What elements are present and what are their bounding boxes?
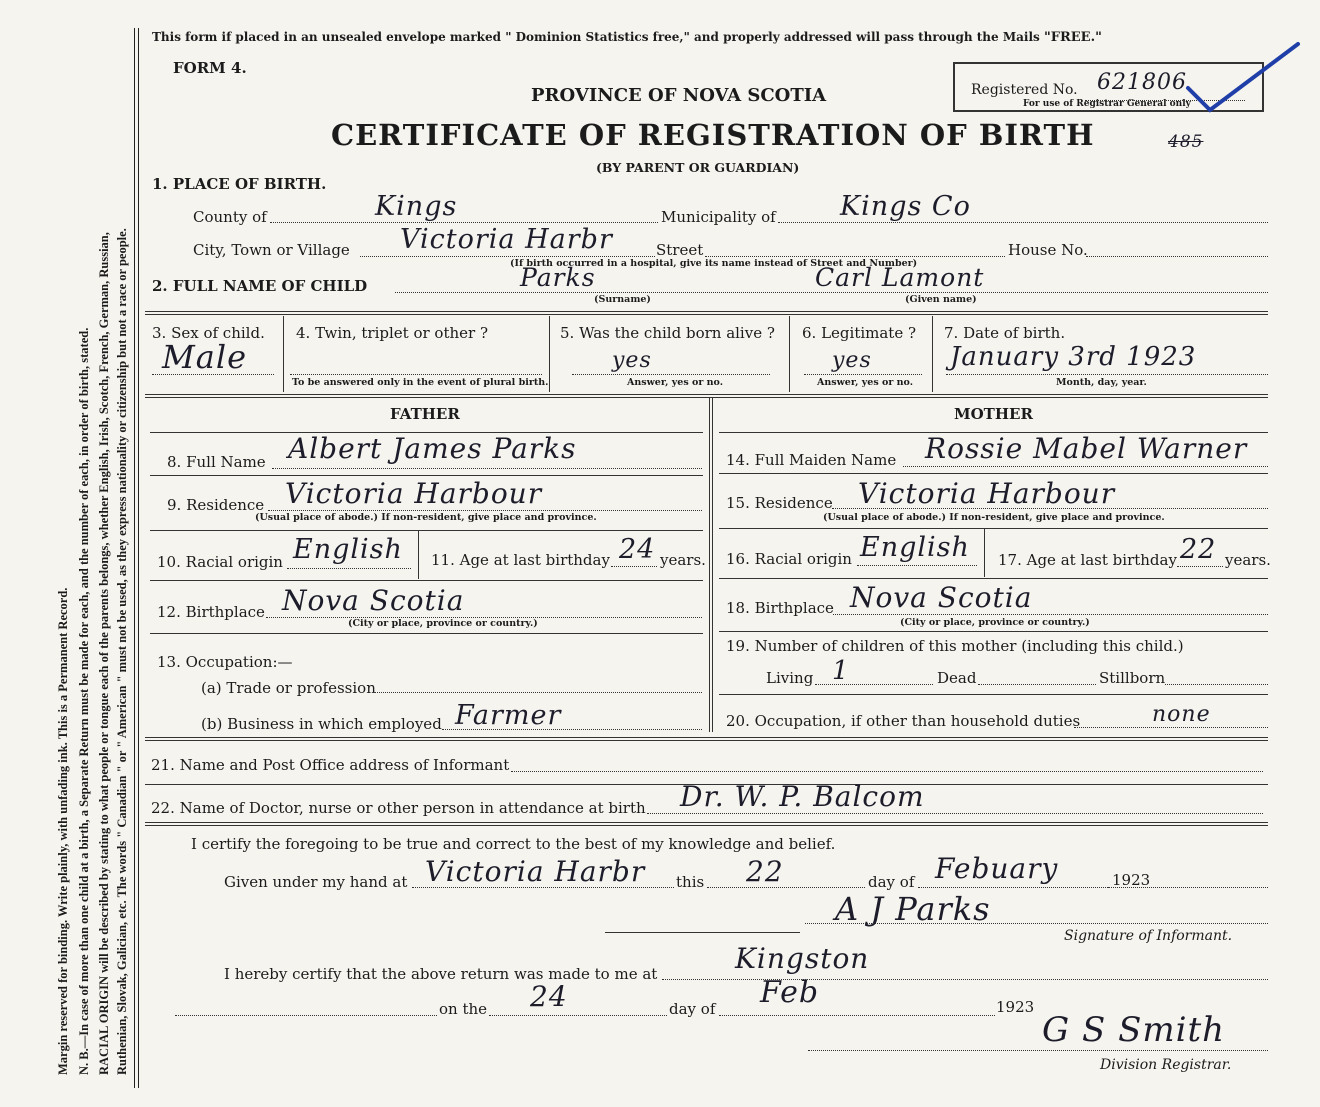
children-count-label: 19. Number of children of this mother (including this child.) xyxy=(726,637,1184,655)
place-section-title: 1. PLACE OF BIRTH. xyxy=(152,175,327,193)
city-value: Victoria Harbr xyxy=(400,224,613,255)
house-label: House No. xyxy=(1008,241,1088,259)
return-day-value: 24 xyxy=(530,980,568,1013)
informant-signature: A J Parks xyxy=(835,890,991,928)
mother-birthplace-caption: (City or place, province or country.) xyxy=(900,617,1090,628)
month-value: Febuary xyxy=(935,852,1059,885)
father-residence-caption: (Usual place of abode.) If non-resident, give place and province. xyxy=(255,512,597,523)
sex-label: 3. Sex of child. xyxy=(152,324,265,342)
surname-caption: (Surname) xyxy=(594,294,651,305)
mother-birthplace-label: 18. Birthplace xyxy=(726,599,834,617)
registrar-note: For use of Registrar General only xyxy=(1023,99,1191,109)
mother-name-value: Rossie Mabel Warner xyxy=(925,432,1248,465)
child-name-label: 2. FULL NAME OF CHILD xyxy=(152,277,368,295)
father-age-unit: years. xyxy=(660,551,706,569)
mother-name-label: 14. Full Maiden Name xyxy=(726,451,897,469)
mother-occupation-value: none xyxy=(1152,702,1211,727)
father-birthplace-label: 12. Birthplace xyxy=(157,603,265,621)
margin-note-3: RACIAL ORIGIN will be described by stating to what people or tongue each of the parents belongs, whether English, Irish, Scotch, French, German, Russian, xyxy=(97,232,111,1075)
father-racial-value: English xyxy=(293,534,403,565)
registrar-caption: Division Registrar. xyxy=(1100,1057,1232,1073)
registered-number: 621806 xyxy=(1097,70,1187,95)
father-birthplace-value: Nova Scotia xyxy=(282,584,465,617)
given-caption: (Given name) xyxy=(905,294,977,305)
municipality-value: Kings Co xyxy=(840,191,971,222)
mother-residence-value: Victoria Harbour xyxy=(858,477,1116,510)
mother-heading: MOTHER xyxy=(954,405,1033,423)
father-birthplace-caption: (City or place, province or country.) xyxy=(348,618,538,629)
mother-birthplace-value: Nova Scotia xyxy=(850,581,1033,614)
hospital-note: (If birth occurred in a hospital, give its name instead of Street and Number) xyxy=(510,258,918,269)
father-age-label: 11. Age at last birthday xyxy=(431,551,610,569)
father-business-label: (b) Business in which employed xyxy=(201,715,442,733)
alive-caption: Answer, yes or no. xyxy=(627,377,724,388)
doctor-label: 22. Name of Doctor, nurse or other person in attendance at birth xyxy=(151,799,646,817)
county-value: Kings xyxy=(375,191,458,222)
doctor-value: Dr. W. P. Balcom xyxy=(680,780,925,813)
informant-caption: Signature of Informant. xyxy=(1064,928,1233,944)
father-residence-label: 9. Residence xyxy=(167,496,265,514)
father-business-value: Farmer xyxy=(455,700,562,731)
given-label: Given under my hand at xyxy=(224,873,408,891)
day-value: 22 xyxy=(746,855,784,888)
father-residence-value: Victoria Harbour xyxy=(285,477,543,510)
twin-label: 4. Twin, triplet or other ? xyxy=(296,324,488,342)
father-racial-label: 10. Racial origin xyxy=(157,553,283,571)
margin-rule-1 xyxy=(134,28,135,1088)
return-place-value: Kingston xyxy=(735,942,870,975)
registrar-signature: G S Smith xyxy=(1042,1010,1226,1050)
binding-margin xyxy=(0,0,140,1107)
stillborn-label: Stillborn xyxy=(1099,669,1166,687)
on-the-label: on the xyxy=(439,1000,488,1018)
alive-value: yes xyxy=(612,348,652,373)
child-surname: Parks xyxy=(520,263,596,292)
twin-note: To be answered only in the event of plural birth. xyxy=(292,377,549,388)
margin-note-4: Ruthenian, Slovak, Galician, etc. The words " Canadian " or " American " must not be used, as they express nationality or citizenship but not a race or people. xyxy=(115,228,129,1075)
certificate-subtitle: (BY PARENT OR GUARDIAN) xyxy=(596,160,800,175)
form-number: FORM 4. xyxy=(173,59,247,77)
father-age-value: 24 xyxy=(619,534,656,565)
street-label: Street xyxy=(656,241,704,259)
corner-mark: 485 xyxy=(1168,132,1204,152)
mail-notice: This form if placed in an unsealed envelope marked " Dominion Statistics free," and properly addressed will pass through the Mails "FREE." xyxy=(152,30,1102,45)
sex-value: Male xyxy=(162,338,248,376)
certify-statement: I certify the foregoing to be true and correct to the best of my knowledge and belief. xyxy=(191,835,836,853)
day-of-label: day of xyxy=(868,873,915,891)
dob-value: January 3rd 1923 xyxy=(950,342,1197,372)
alive-label: 5. Was the child born alive ? xyxy=(560,324,775,342)
father-heading: FATHER xyxy=(390,405,460,423)
return-day-of-label: day of xyxy=(669,1000,716,1018)
margin-note-1: Margin reserved for binding. Write plainly, with unfading ink. This is a Permanent Record. xyxy=(56,587,70,1075)
check-mark-icon xyxy=(1180,40,1305,115)
return-month-value: Feb xyxy=(760,975,820,1010)
child-given-name: Carl Lamont xyxy=(815,263,985,292)
legitimate-caption: Answer, yes or no. xyxy=(817,377,914,388)
return-year-value: 1923 xyxy=(996,998,1035,1016)
mother-age-unit: years. xyxy=(1225,551,1271,569)
province-title: PROVINCE OF NOVA SCOTIA xyxy=(531,85,827,106)
county-label: County of xyxy=(193,208,267,226)
mother-racial-value: English xyxy=(860,532,970,563)
mother-age-label: 17. Age at last birthday xyxy=(998,551,1177,569)
informant-label: 21. Name and Post Office address of Informant xyxy=(151,756,510,774)
city-label: City, Town or Village xyxy=(193,241,350,259)
dob-caption: Month, day, year. xyxy=(1056,377,1147,388)
legitimate-value: yes xyxy=(832,348,872,373)
year-value: 1923 xyxy=(1112,871,1151,889)
father-trade-label: (a) Trade or profession xyxy=(201,679,376,697)
living-label: Living xyxy=(766,669,814,687)
dob-label: 7. Date of birth. xyxy=(944,324,1066,342)
dead-label: Dead xyxy=(937,669,977,687)
mother-occupation-label: 20. Occupation, if other than household duties xyxy=(726,712,1081,730)
mother-residence-caption: (Usual place of abode.) If non-resident, give place and province. xyxy=(823,512,1165,523)
registered-label: Registered No. xyxy=(971,82,1078,98)
margin-note-2: N. B.—In case of more than one child at a birth, a Separate Return must be made for each, and the number of each, in order of birth, stated. xyxy=(77,327,91,1075)
mother-racial-label: 16. Racial origin xyxy=(726,550,852,568)
return-label: I hereby certify that the above return was made to me at xyxy=(224,965,658,983)
living-value: 1 xyxy=(832,656,850,686)
father-name-value: Albert James Parks xyxy=(288,432,577,465)
legitimate-label: 6. Legitimate ? xyxy=(802,324,917,342)
father-name-label: 8. Full Name xyxy=(167,453,266,471)
given-place-value: Victoria Harbr xyxy=(425,855,646,888)
municipality-label: Municipality of xyxy=(661,208,776,226)
this-label: this xyxy=(676,873,705,891)
father-occupation-label: 13. Occupation:— xyxy=(157,653,293,671)
certificate-title: CERTIFICATE OF REGISTRATION OF BIRTH xyxy=(331,118,1095,152)
margin-rule-2 xyxy=(138,28,139,1088)
mother-age-value: 22 xyxy=(1180,534,1217,565)
mother-residence-label: 15. Residence xyxy=(726,494,833,512)
